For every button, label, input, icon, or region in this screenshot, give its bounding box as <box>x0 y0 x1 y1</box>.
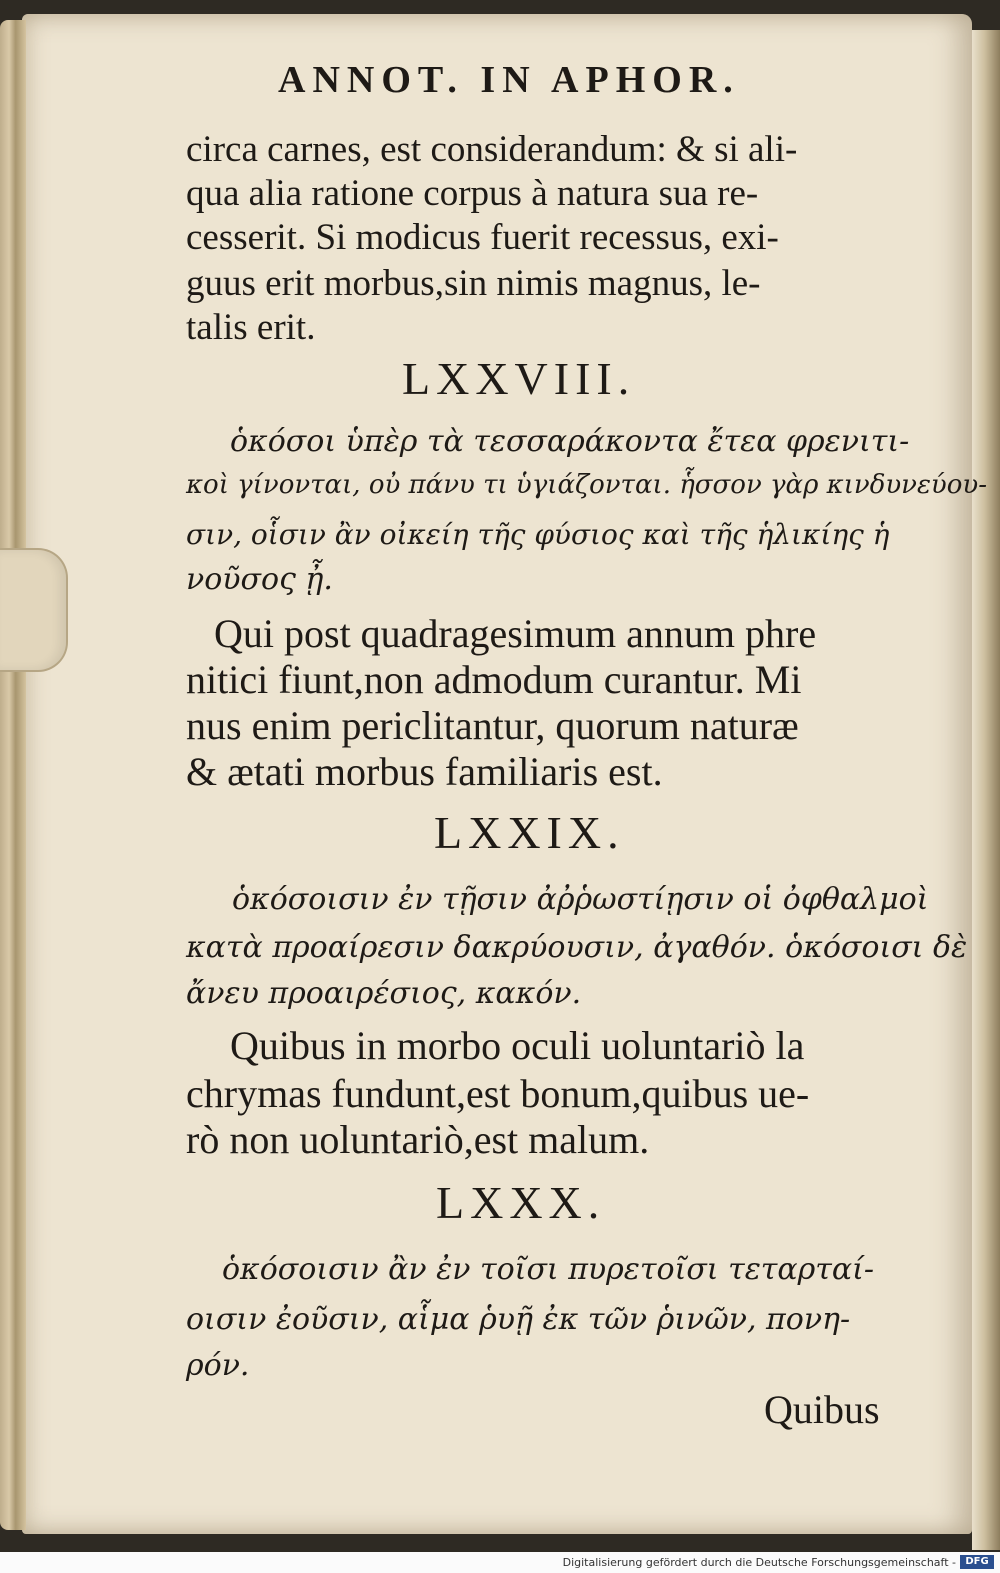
greek-line: ὁκόσοι ὑπὲρ τὰ τεσσαράκοντα ἔτεα φρενιτι- <box>230 424 910 459</box>
greek-line: ρόν. <box>186 1348 250 1383</box>
greek-line: οισιν ἐοῦσιν, αἷμα ῥυῇ ἐκ τῶν ῥινῶν, πονη- <box>186 1302 851 1337</box>
aphorism-number: LXXIX. <box>434 807 625 858</box>
text-line: guus erit morbus,sin nimis magnus, le- <box>186 263 761 304</box>
greek-line: ὁκόσοισιν ἐν τῇσιν ἀῤῥωστίῃσιν οἱ ὀφθαλμοὶ <box>232 882 929 917</box>
greek-line: σιν, οἷσιν ἂν οἰκείη τῆς φύσιος καὶ τῆς ἡλικίης ἡ <box>186 518 890 551</box>
text-line: & ætati morbus familiaris est. <box>186 749 663 794</box>
greek-line: κοὶ γίνονται, οὐ πάνυ τι ὑγιάζονται. ἧσσον γὰρ κινδυνεύου- <box>186 470 987 500</box>
text-line: qua alia ratione corpus à natura sua re- <box>186 173 759 214</box>
text-line: nus enim periclitantur, quorum naturæ <box>186 703 799 748</box>
text-line: nitici fiunt,non admodum curantur. Mi <box>186 657 802 702</box>
catchword: Quibus <box>764 1387 880 1432</box>
aphorism-number: LXXVIII. <box>402 353 636 404</box>
greek-line: νοῦσος ᾖ. <box>186 562 333 597</box>
text-line: cesserit. Si modicus fuerit recessus, exi- <box>186 217 779 258</box>
running-title: ANNOT. IN APHOR. <box>278 59 740 101</box>
greek-line: κατὰ προαίρεσιν δακρύουσιν, ἀγαθόν. ὁκόσοισι δὲ <box>186 930 968 965</box>
text-line: chrymas fundunt,est bonum,quibus ue- <box>186 1071 810 1116</box>
greek-line: ὁκόσοισιν ἂν ἐν τοῖσι πυρετοῖσι τεταρταί- <box>222 1252 875 1287</box>
funding-note: Digitalisierung gefördert durch die Deutsche Forschungsgemeinschaft - <box>562 1556 956 1569</box>
text-line: rò non uoluntariò,est malum. <box>186 1117 650 1162</box>
greek-line: ἄνευ προαιρέσιος, κακόν. <box>186 976 582 1011</box>
text-line: circa carnes, est considerandum: & si ali- <box>186 129 798 170</box>
aphorism-number: LXXX. <box>436 1177 606 1228</box>
dfg-logo: DFG <box>960 1555 994 1569</box>
text-line: Qui post quadragesimum annum phre <box>214 611 817 656</box>
text-line: talis erit. <box>186 307 316 348</box>
text-line: Quibus in morbo oculi uoluntariò la <box>230 1023 805 1068</box>
